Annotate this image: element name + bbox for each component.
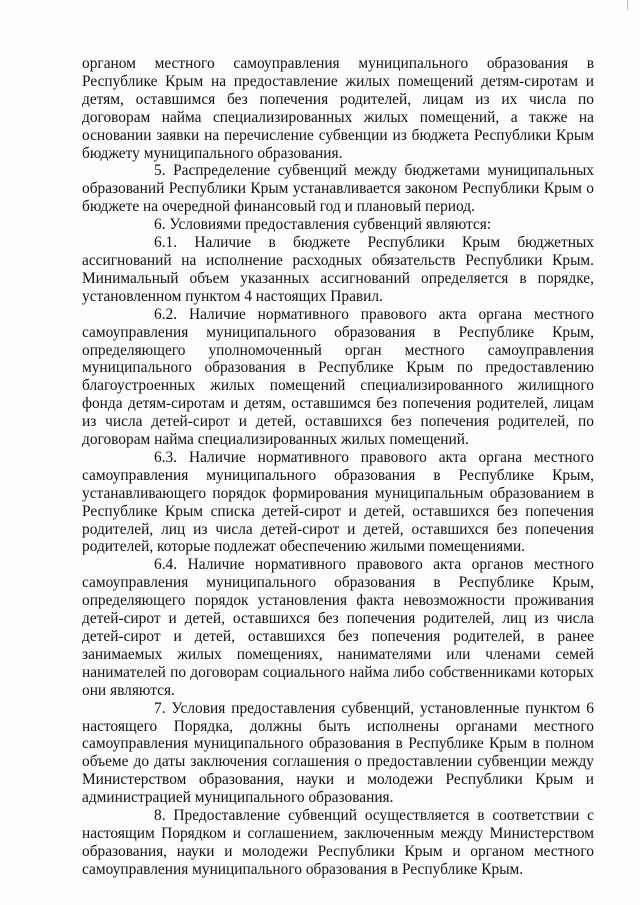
paragraph-6-3 [82, 449, 594, 556]
paragraph-continuation [82, 55, 594, 162]
paragraph-text: Наличие нормативного правового акта органов местного самоуправления муниципального образования в Республике Крым, определяющего порядок установления факта невозможности проживания детей-сирот и детей, оставшихся без попечения родителей, лиц из числа детей-сирот и детей, оставшихся без попечения родителей, в ранее занимаемых жилых помещениях, нанимателями или членами семей нанимателей по договорам социального найма либо собственниками которых они являются. [82, 556, 594, 699]
paragraph-number: 6.3. [154, 448, 178, 466]
paragraph-6-2 [82, 306, 594, 449]
paragraph-number: 6. [154, 216, 166, 234]
paragraph-number: 5. [154, 162, 166, 180]
paragraph-number: 8. [154, 807, 166, 825]
paragraph-number: 6.2. [154, 305, 178, 323]
paragraph-6 [82, 216, 594, 234]
paragraph-number: 6.4. [154, 556, 178, 574]
paragraph-text: Наличие в бюджете Республики Крым бюджетных ассигнований на исполнение расходных обязательств Республики Крым. Минимальный объем указанных ассигнований определяется в порядке, установленном пунктом 4 настоящих Правил. [82, 234, 594, 305]
paragraph-text: Наличие нормативного правового акта органа местного самоуправления муниципального образования в Республике Крым, устанавливающего порядок формирования муниципальным образованием в Республике Крым списка детей-сирот и детей, оставшихся без попечения родителей, лиц из числа детей-сирот и детей, оставшихся без попечения родителей, которые подлежат обеспечению жилыми помещениями. [82, 448, 594, 556]
paragraph-text: органом местного самоуправления муниципального образования в Республике Крым на предоставление жилых помещений детям-сиротам и детям, оставшимся без попечения родителей, лицам из их числа по договорам найма специализированных жилых помещений, а также на основании заявки на перечисление субвенции из бюджета Республики Крым бюджету муниципального образования. [82, 55, 594, 162]
paragraph-text: Предоставление субвенций осуществляется в соответствии с настоящим Порядком и соглашением, заключенным между Министерством образования, науки и молодежи Республики Крым и органом местного самоуправления муниципального образования в Республике Крым. [82, 807, 594, 878]
paragraph-6-1 [82, 234, 594, 306]
page-edge-mark [627, 0, 636, 10]
paragraph-number: 7. [154, 699, 166, 717]
paragraph-text: Распределение субвенций между бюджетами муниципальных образований Республики Крым устанавливается законом Республики Крым о бюджете на очередной финансовый год и плановый период. [82, 162, 594, 216]
paragraph-7 [82, 700, 594, 807]
paragraph-text: Наличие нормативного правового акта органа местного самоуправления муниципального образования в Республике Крым, определяющего уполномоченный орган местного самоуправления муниципального образования в Республике Крым по предоставлению благоустроенных жилых помещений специализированного жилищного фонда детям-сиротам и детям, оставшимся без попечения родителей, лицам из числа детей-сирот и детей, оставшихся без попечения родителей, по договорам найма специализированных жилых помещений. [82, 305, 594, 449]
paragraph-8 [82, 807, 594, 879]
paragraph-6-4 [82, 556, 594, 699]
paragraph-text: Условиями предоставления субвенций являются: [169, 216, 492, 234]
document-body [82, 55, 594, 879]
paragraph-text: Условия предоставления субвенций, установленные пунктом 6 настоящего Порядка, должны быть исполнены органами местного самоуправления муниципального образования в Республике Крым в полном объеме до даты заключения соглашения о предоставлении субвенции между Министерством образования, науки и молодежи Республики Крым и администрацией муниципального образования. [82, 699, 594, 807]
paragraph-5 [82, 162, 594, 216]
paragraph-number: 6.1. [154, 234, 178, 252]
